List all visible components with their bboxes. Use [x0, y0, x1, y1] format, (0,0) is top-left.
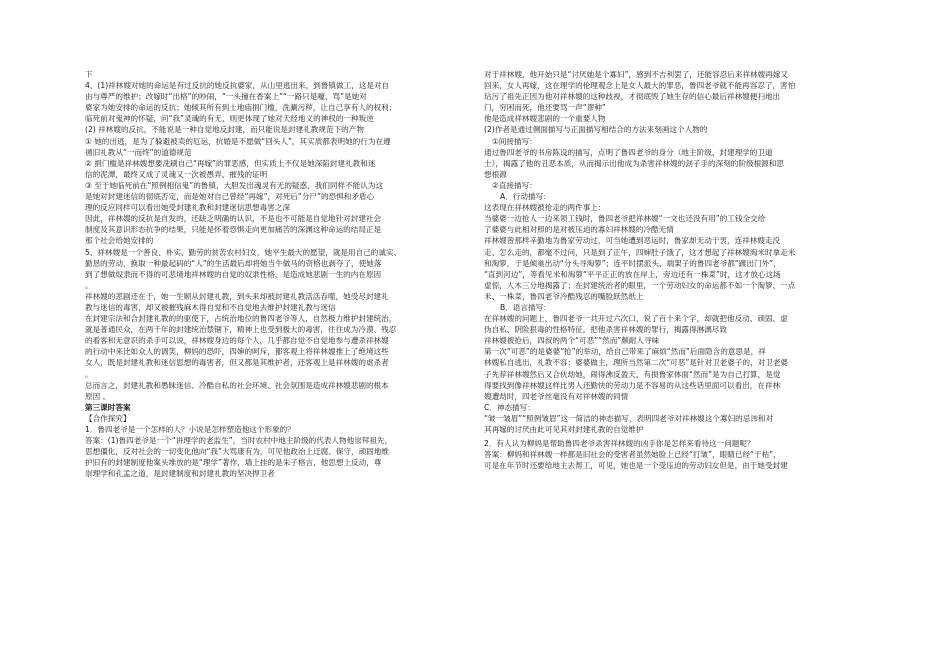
text-line: 祥林嫂曾那样辛勤地为鲁家劳动过，可当她遭到恶运时，鲁家却无动于衷，连祥林嫂走没 [484, 236, 781, 246]
text-line: 门，穷困而死，他还要骂一声“谬种” [484, 103, 606, 113]
text-line: 这表现在祥林嫂被抢走的两件事上： [484, 203, 606, 213]
text-line: ①间接描写： [492, 136, 537, 146]
text-line: 那个社会给她安排的 [85, 236, 154, 246]
text-line: 。 [85, 369, 93, 379]
text-line: 和淘箩，于是倾巢出动“分头寻淘箩”；连平时摆派头、端架子的鲁四老爷都“踱出门外”， [484, 258, 781, 268]
text-line: 答案：柳妈和祥林嫂一样都是旧社会的受害者虽然她脸上已经“打皱”，眼睛已经“干枯”， [484, 450, 781, 460]
text-line: 玷污了祖先正因为他对祥林嫂的这种歧视，才彻底毁了她生存的信心最后祥林嫂便扫地出 [484, 92, 781, 102]
text-line: B．语言描写： [500, 302, 551, 312]
text-line: 当婆婆一边抢人一边来领工钱时，鲁四老爷把祥林嫂“一文也还没有用”的工钱全交给 [484, 214, 766, 224]
text-line: “皱一皱眉”“照例皱眉”这一简洁的神态描写，表明四老爷对祥林嫂这个寡妇的忌讳和对 [484, 413, 774, 423]
text-line: 临死前对鬼神的怀疑，问“我”灵魂的有无，则更体现了她对天经地义的神权的一种叛逆 [85, 114, 374, 124]
text-line: 林嫂私自逃出，礼教不容；婆婆做主，理所当然第二次“可恶”是针对卫老婆子的，对卫老婆 [484, 358, 789, 368]
text-line: ③ 至于她临死前在“照例相信鬼”的鲁镇，大胆发出魂灵有无的疑惑，我们同样不能认为这 [85, 180, 384, 190]
left-column [85, 69, 485, 479]
text-line: 子先荐祥林嫂然后又合伙劫她，闹得沸反盈天，有损鲁家体面“然而”是为自己打算，是觉 [484, 369, 781, 379]
text-line: 【合作探究】 [85, 413, 131, 423]
text-line: 在祥林嫂的问题上，鲁四老爷一共开过六次口，说了百十来个字，却就把他反动、顽固、虚 [484, 314, 788, 324]
text-line: 回来，女人再嫁，这在理学的伦理观念上是女人最大的罪恶，鲁四老爷就不能再容忍了，害怕 [484, 81, 796, 91]
text-line: ②直接描写： [492, 180, 537, 190]
text-line: 1．鲁四老爷是一个怎样的人？小说是怎样塑造他这个形象的？ [85, 425, 295, 434]
text-line: 可是在年节时还要给地主去帮工，可见，她也是一个受压迫的劳动妇女但是，由于她受封建 [484, 461, 788, 471]
text-line: 虚惊，人木三分地揭露了；在封建统治者的眼里，一个劳动妇女的命运都不如一个淘箩、一点 [484, 280, 796, 290]
text-line: 米、一株菜，鲁四老爷冷酷残忍的嘴脸跃然纸上 [484, 291, 644, 301]
text-line: ① 她的出逃，是为了躲避被卖的厄运，抗婚是不愿做“回头人”，其实质都表明她的行为在遵 [85, 136, 391, 146]
text-line: 崇理学和孔孟之道，是封建制度和封建礼教的坚决捍卫者 [85, 469, 275, 479]
text-line: 祥林嫂被抢后，四叔的两个“可恶”“然而”颇耐人寻味 [484, 336, 660, 346]
text-line: 的行动中来比如众人的调笑，柳妈的恐吓，四婶的呵斥，都客观上将祥林嫂推上了绝境这些 [85, 347, 389, 357]
text-line: 士），揭露了他的丑恶本质，从而揭示出他成为杀害祥林嫂的刽子手的深刻的阶级根源和思 [484, 158, 784, 168]
text-line: 的看客和无意识的杀手可以说，祥林嫂身边的每个人，几乎都自觉不自觉地参与遭杀祥林嫂 [85, 336, 389, 346]
text-line: 制度及其意识形态抗争的结果，只能是怀着恐惧走向更加痛苦的深渊这种命运的结局正是 [85, 225, 382, 235]
text-line: 因此，祥林嫂的反抗是自发的，还缺乏明确的认识，不是也不可能是自觉地针对封建社会 [85, 214, 382, 224]
text-line: C．神态描写： [484, 402, 535, 412]
text-line: 他是造成祥林嫂悲剧的一个重要人物 [484, 114, 606, 124]
text-line: 是她对封建迷信的彻底否定，而是她对自己曾经“再嫁”，对死后“分尸”的恐惧和矛盾心 [85, 192, 375, 202]
text-line: 勤恳的劳动，换取一种最起码的“人”的生活最后却将她当牛做马的资格也剥夺了，使她落 [85, 258, 382, 268]
text-line: 护旧有的封建制度他案头堆放的是“理学”著作，墙上挂的是朱子格言，他思想上反动，尊 [85, 458, 382, 468]
text-line: 理的反应同样可以看出她受封建礼教和封建迷信思想毒害之深 [85, 203, 291, 213]
text-line: 嫂遭劫时，四老爷丝毫没有对祥林嫂的同情 [484, 391, 629, 401]
text-line: 原因 。 [85, 391, 111, 401]
text-line: A．行动描写： [500, 192, 551, 202]
text-line: 在封建宗法和合封建礼教的的驱使下，占统治地位的鲁四老爷等人，自然极力维护封建统治， [85, 314, 397, 324]
text-line: 对于祥林嫂，他开始只是“讨厌她是个寡妇”，感到不吉利罢了，还能容忍后来祥林嫂再嫁又 [484, 70, 789, 79]
text-line: (2) 祥林嫂的反抗，不能说是一种自觉地反封建，而只能说是封建礼教规范下的产物 [85, 125, 364, 135]
text-line: 其再嫁的讨厌由此可见其对封建礼教的自觉维护 [484, 425, 644, 434]
text-line: 教与迷信的毒害，却又被摧残麻木得自觉和不自觉地去维护封建礼教与迷信 [85, 302, 336, 312]
text-line: 循旧礼教从“一而终”的道德规范 [85, 147, 192, 157]
right-column [484, 69, 884, 471]
text-line: 女人，既是封建礼教和迷信思想的毒害者，但又都是其维护者，还客观上是祥林嫂的虐杀者 [85, 358, 389, 368]
text-line: 信的泥潭，最终又成了灵魂又一次被愚弄、摧残的证明 [85, 169, 268, 179]
text-line: 就是普通民众，在两千年的封建统治禁锢下，精神上也受到极大的毒害，往往成为冷漠、残忍 [85, 325, 397, 335]
text-line: 。 [85, 280, 93, 290]
text-line: 得要找到像祥林嫂这样比男人还勤快的劳动力是不容易的从这些话里面可以看出，在祥林 [484, 380, 781, 390]
text-line: 伪自私、阴险狠毒的性格特征，把他杀害祥林嫂的罪行，揭露得淋漓尽致 [484, 325, 727, 335]
text-line: (2)作者是通过侧面描写与正面描写相结合的方法来刻画这个人物的 [484, 125, 708, 135]
text-line: 婆家为她安排的命运的反抗；她倾其所有到土地庙捐门槛，洗涮污秽，让自己享有人的权利； [85, 103, 397, 113]
text-line: “直到河边”，等看见米和淘箩“平平正正的放在岸上，旁边还有一株菜”时，这才放心这场 [484, 269, 781, 279]
text-line: 5、祥林嫂是一个善良、朴实、勤劳的贫苦农村妇女，她平生最大的愿望，就是用自己的诚实、 [85, 247, 402, 257]
text-line: 祥林嫂的悲剧还在于，她一生顺从封建礼教，到头来却被封建礼教活活吞噬，她受尽封建礼 [85, 291, 389, 301]
text-line: 通过鲁四老爷的书房陈设的描写，点明了鲁四老爷的身分（地主阶级、封建理学的卫道 [484, 147, 773, 157]
text-line: 2．有人认为柳妈是帮助鲁四老爷杀害祥林嫂的凶手你是怎样来看待这一问题呢？ [484, 439, 755, 449]
text-line: ② 捐门槛是祥林嫂想要洗刷自己“再嫁”的罪恶感，但实质上不仅是她深陷封建礼教和迷 [85, 158, 376, 168]
text-line: 走、怎么走的，都毫不过问，只是到了正午，四婶肚子饿了，这才想起了祥林嫂淘米时拿走米 [484, 247, 796, 257]
text-line: 第三课时答案 [85, 402, 131, 412]
text-line: 了婆婆与此相对照的是对被压迫的寡妇祥林嫂的冷酷无情 [484, 225, 674, 235]
text-line: 到了想做奴隶而不得的可悲境地祥林嫂的自觉的奴隶性格，是造成她悲剧一生的内在原因 [85, 269, 382, 279]
text-line: 总而言之，封建礼教和愚昧迷信、冷酷自私的社会环境、社会氛围是造成祥林嫂悲剧的根本 [85, 380, 389, 390]
text-line: 第一次“可恶”的是婆婆“抢”的举动，给自己带来了麻烦“然而”后面隐含的意思是，祥 [484, 347, 766, 357]
text-line: 下 [85, 70, 93, 79]
text-line: 答案：(1)鲁四老爷是一个“讲理学的老监生”，当时农村中地主阶级的代表人物他崇拜祖先， [85, 436, 393, 446]
text-line: 由与尊严的维护；改嫁时“出格”的吵闹，“一头撞在香案上”“一路只是嚎、骂”是她对 [85, 92, 367, 102]
text-line: 思想僵化，反对社会的一切变化他向“我”大骂康有为，可见他政治上迂腐、保守，顽固地维 [85, 447, 390, 457]
text-line: 想根源 [484, 169, 507, 179]
text-line: 4、(1)祥林嫂对她的命运是有过反抗的她反抗婆家，从山里逃出来，到鲁镇做工，这是对自 [85, 81, 390, 91]
